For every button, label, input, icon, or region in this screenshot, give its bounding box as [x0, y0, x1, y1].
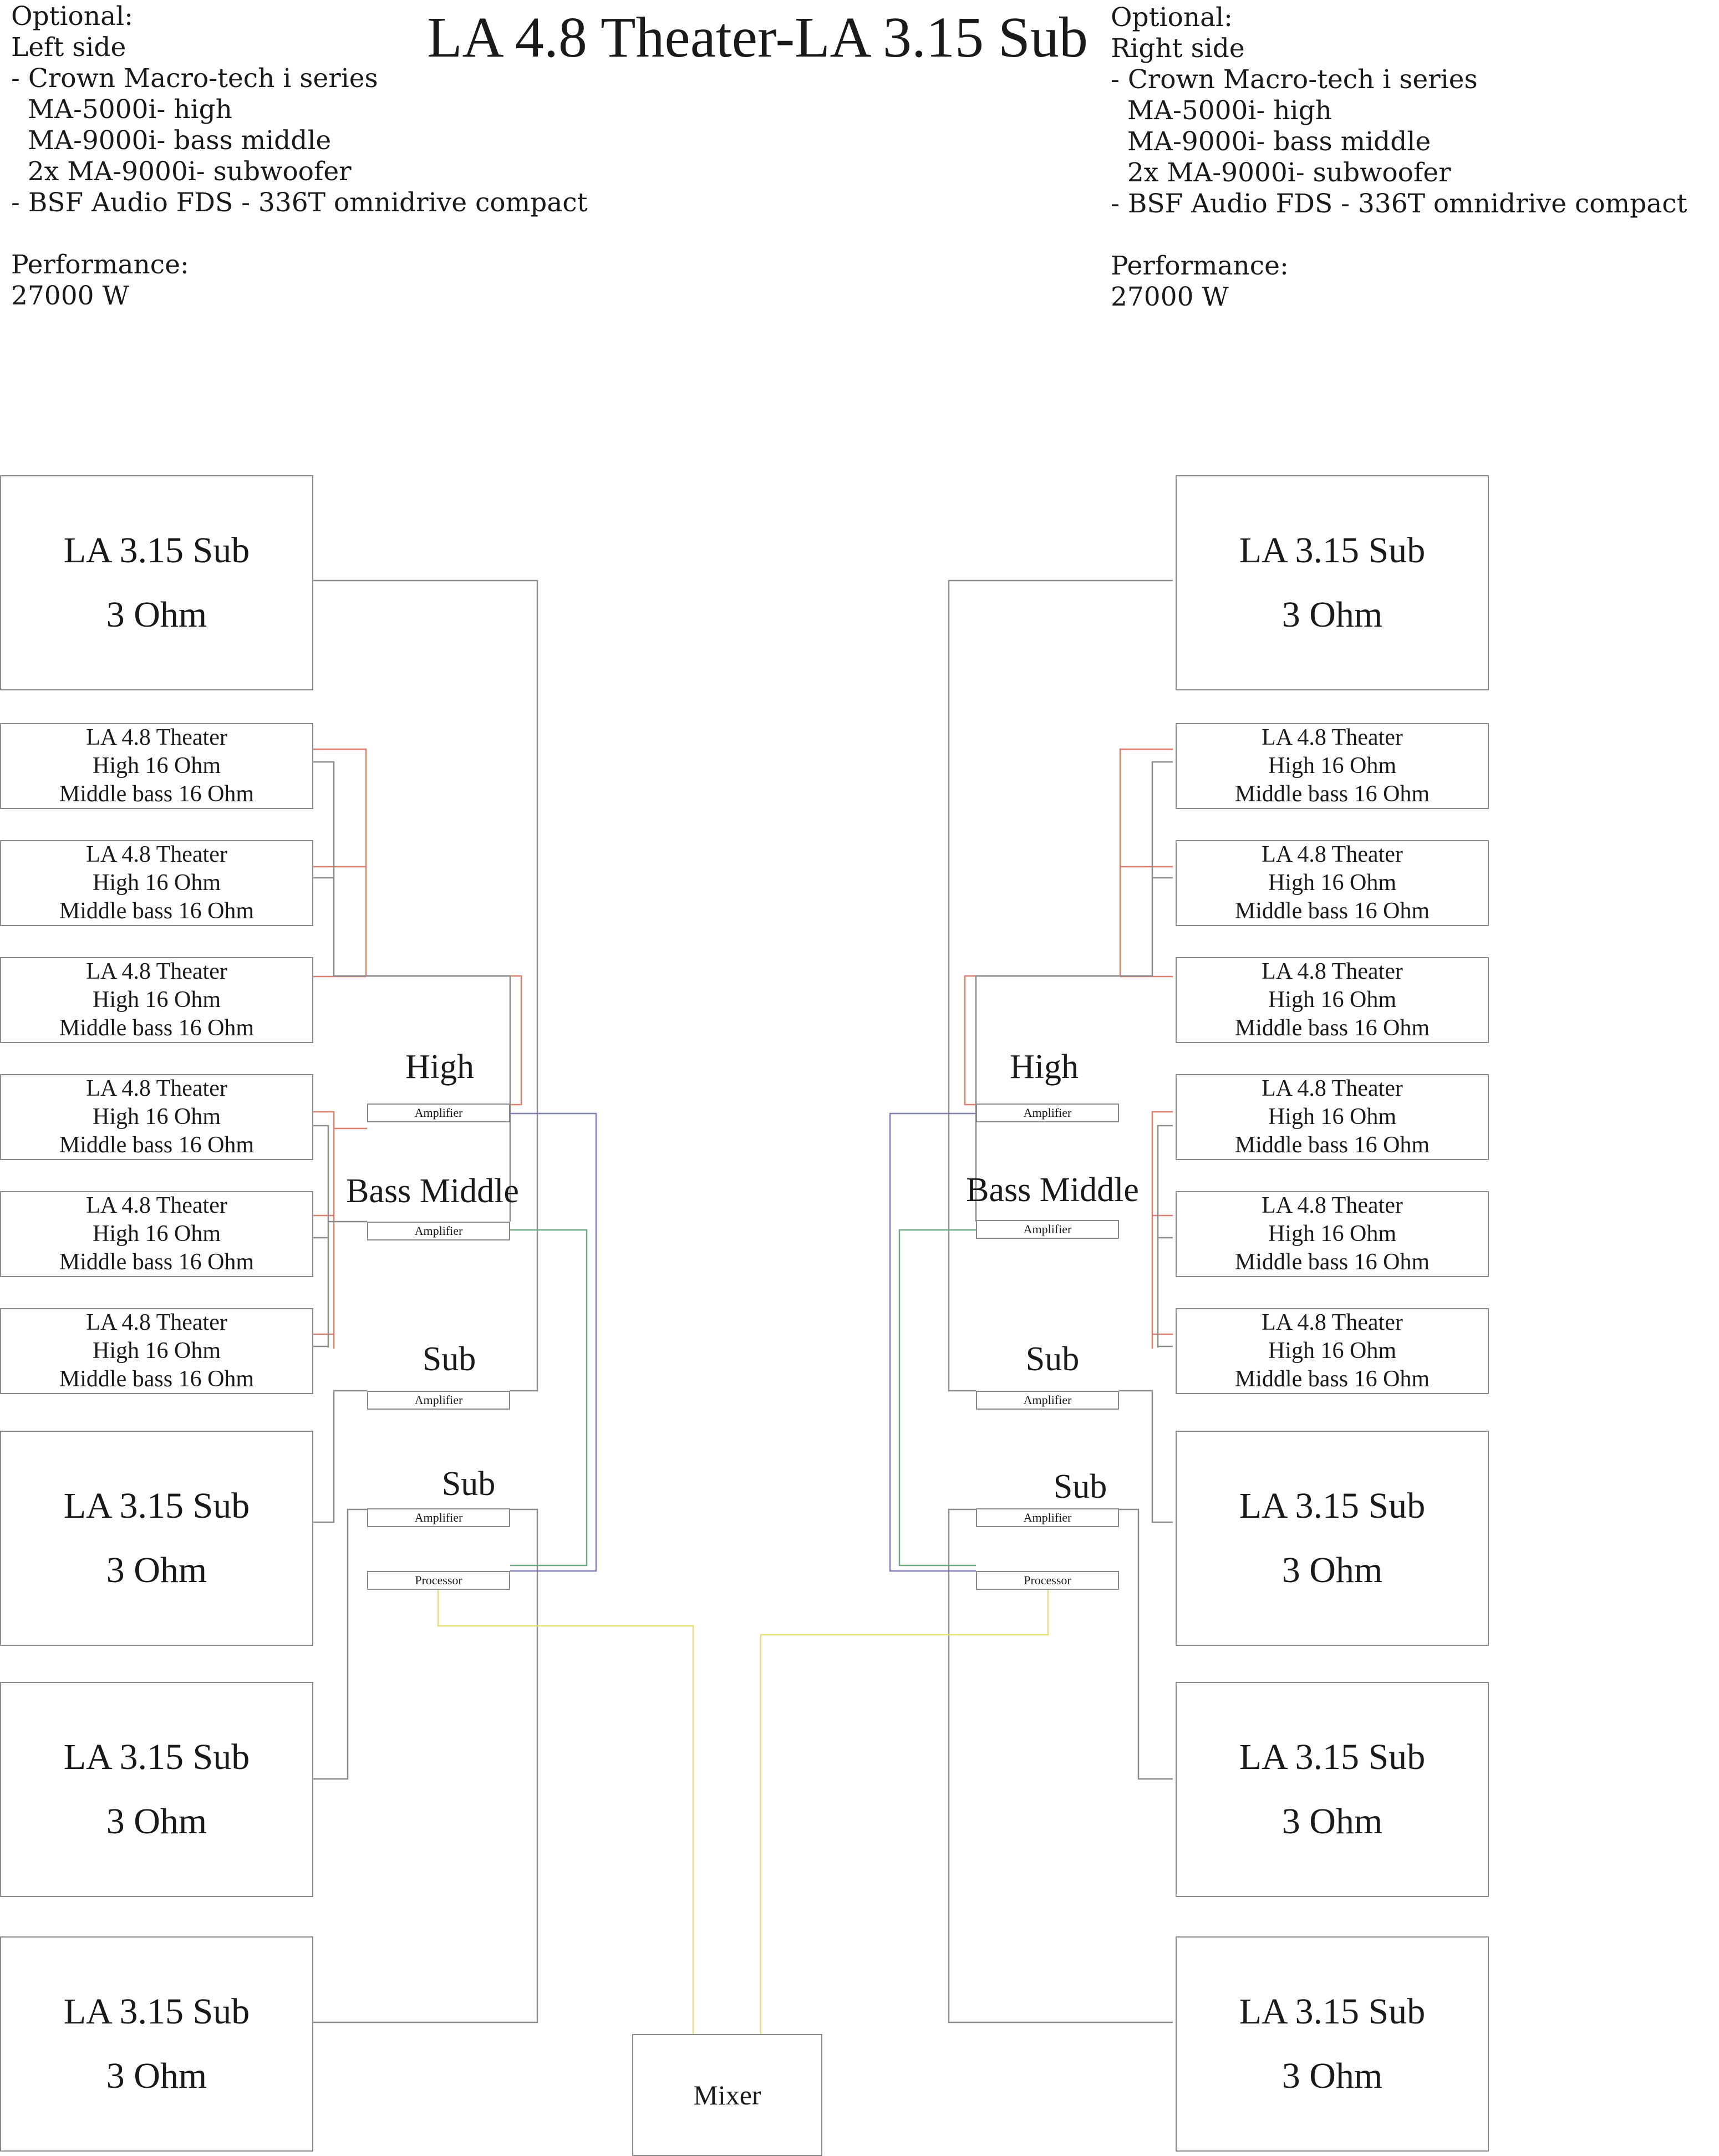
satellite-name: LA 4.8 Theater: [86, 959, 227, 984]
left-sub-speaker-4: [0, 1936, 313, 2152]
speaker-impedance: 3 Ohm: [1281, 2056, 1383, 2096]
wire-left-bass-d: [313, 1126, 328, 1347]
satellite-high: High 16 Ohm: [1268, 753, 1396, 779]
right-bass-middle-label: Bass Middle: [966, 1171, 1139, 1209]
speaker-name: LA 3.15 Sub: [63, 1991, 250, 2032]
speaker-name: LA 3.15 Sub: [1239, 1991, 1426, 2032]
left-sub-label-2: Sub: [441, 1465, 496, 1503]
left-sub-speaker-3: [0, 1682, 313, 1897]
note-line: 27000 W: [1111, 282, 1229, 312]
satellite-middle: Middle bass 16 Ohm: [1234, 1132, 1430, 1158]
left-bass-middle-label: Bass Middle: [346, 1172, 519, 1210]
satellite-high: High 16 Ohm: [93, 753, 221, 779]
satellite-middle: Middle bass 16 Ohm: [59, 1015, 255, 1041]
note-line: Optional:: [1111, 2, 1233, 33]
speaker-name: LA 3.15 Sub: [1239, 1737, 1426, 1777]
right-sub-amplifier-1: Amplifier: [976, 1391, 1119, 1410]
right-satellite-4: [1176, 1074, 1489, 1160]
note-line: 2x MA-9000i- subwoofer: [1111, 157, 1451, 188]
satellite-name: LA 4.8 Theater: [1262, 842, 1403, 867]
left-sub-speaker-1: [0, 475, 313, 690]
wire-right-sub-4: [1119, 1391, 1173, 1522]
right-sub-speaker-2: [1176, 1431, 1489, 1646]
note-line: - BSF Audio FDS - 336T omnidrive compact: [1111, 189, 1687, 219]
wire-left-bass-a: [313, 762, 334, 976]
speaker-impedance: 3 Ohm: [1281, 594, 1383, 635]
mixer-label: Mixer: [693, 2079, 761, 2111]
satellite-middle: Middle bass 16 Ohm: [1234, 1366, 1430, 1392]
note-line: Right side: [1111, 33, 1245, 64]
left-satellite-1: [0, 723, 313, 809]
wire-right-high-d: [1152, 1112, 1173, 1349]
note-line: MA-9000i- bass middle: [1111, 126, 1431, 157]
right-sub-speaker-4: [1176, 1936, 1489, 2152]
speaker-name: LA 3.15 Sub: [1239, 530, 1426, 571]
satellite-name: LA 4.8 Theater: [1262, 1193, 1403, 1218]
satellite-middle: Middle bass 16 Ohm: [59, 1132, 255, 1158]
satellite-middle: Middle bass 16 Ohm: [59, 1366, 255, 1392]
mixer: [632, 2034, 822, 2156]
speaker-name: LA 3.15 Sub: [63, 1486, 250, 1526]
satellite-middle: Middle bass 16 Ohm: [1234, 898, 1430, 924]
satellite-name: LA 4.8 Theater: [86, 725, 227, 750]
wire-left-sub-4: [313, 1391, 367, 1522]
right-sub-label-1: Sub: [1025, 1340, 1080, 1378]
satellite-high: High 16 Ohm: [1268, 987, 1396, 1013]
left-satellite-4: [0, 1074, 313, 1160]
wire-left-mixer: [438, 1577, 693, 2034]
right-sub-speaker-1: [1176, 475, 1489, 690]
satellite-middle: Middle bass 16 Ohm: [59, 898, 255, 924]
note-line: MA-5000i- high: [11, 94, 232, 125]
satellite-high: High 16 Ohm: [93, 870, 221, 896]
right-sub-amplifier-2: Amplifier: [976, 1508, 1119, 1527]
note-line: MA-5000i- high: [1111, 95, 1332, 126]
note-line: Performance:: [1111, 251, 1289, 281]
satellite-high: High 16 Ohm: [93, 1104, 221, 1130]
diagram-title: LA 4.8 Theater-LA 3.15 Sub: [427, 6, 1088, 69]
left-high-label: High: [405, 1048, 474, 1086]
satellite-name: LA 4.8 Theater: [1262, 1310, 1403, 1335]
note-line: Performance:: [11, 250, 189, 280]
speaker-impedance: 3 Ohm: [106, 1550, 207, 1590]
left-satellite-2: [0, 840, 313, 926]
left-processor: Processor: [367, 1571, 510, 1590]
note-line: Optional:: [11, 1, 133, 32]
speaker-impedance: 3 Ohm: [106, 2056, 207, 2096]
left-satellite-3: [0, 957, 313, 1043]
wire-right-proc-high: [890, 1113, 976, 1571]
wire-right-proc-bass: [899, 1230, 976, 1565]
satellite-name: LA 4.8 Theater: [86, 1193, 227, 1218]
wire-left-high-d: [313, 1112, 334, 1349]
wire-right-bass-a: [1152, 762, 1173, 976]
satellite-name: LA 4.8 Theater: [1262, 1076, 1403, 1101]
wire-left-proc-high: [510, 1113, 596, 1571]
speaker-name: LA 3.15 Sub: [1239, 1486, 1426, 1526]
left-sub-amplifier-2: Amplifier: [367, 1508, 510, 1527]
right-satellite-1: [1176, 723, 1489, 809]
right-satellite-3: [1176, 957, 1489, 1043]
right-processor: Processor: [976, 1571, 1119, 1590]
satellite-name: LA 4.8 Theater: [86, 1076, 227, 1101]
right-satellite-6: [1176, 1308, 1489, 1394]
right-sub-label-2: Sub: [1053, 1468, 1107, 1506]
satellite-name: LA 4.8 Theater: [86, 842, 227, 867]
speaker-impedance: 3 Ohm: [106, 1801, 207, 1842]
satellite-high: High 16 Ohm: [93, 1221, 221, 1247]
speaker-impedance: 3 Ohm: [1281, 1801, 1383, 1842]
satellite-high: High 16 Ohm: [93, 987, 221, 1013]
left-satellite-5: [0, 1191, 313, 1277]
satellite-high: High 16 Ohm: [1268, 1104, 1396, 1130]
right-high-amplifier: Amplifier: [976, 1104, 1119, 1122]
left-sub-amplifier-1: Amplifier: [367, 1391, 510, 1410]
speaker-name: LA 3.15 Sub: [63, 1737, 250, 1777]
wire-left-top-sub: [313, 581, 537, 1391]
note-line: 27000 W: [11, 281, 129, 311]
speaker-impedance: 3 Ohm: [1281, 1550, 1383, 1590]
right-bass-middle-amplifier: Amplifier: [976, 1220, 1119, 1239]
satellite-name: LA 4.8 Theater: [1262, 959, 1403, 984]
wire-left-sub-5: [313, 1509, 367, 1779]
left-bass-middle-amplifier: Amplifier: [367, 1222, 510, 1240]
satellite-middle: Middle bass 16 Ohm: [1234, 1015, 1430, 1041]
left-sub-label-1: Sub: [422, 1340, 476, 1378]
wire-right-sub-5: [1119, 1509, 1173, 1779]
right-satellite-5: [1176, 1191, 1489, 1277]
left-satellite-6: [0, 1308, 313, 1394]
note-line: MA-9000i- bass middle: [11, 125, 332, 156]
satellite-middle: Middle bass 16 Ohm: [59, 781, 255, 807]
right-sub-speaker-3: [1176, 1682, 1489, 1897]
wire-right-bass-d: [1158, 1126, 1173, 1347]
right-satellite-2: [1176, 840, 1489, 926]
speaker-name: LA 3.15 Sub: [63, 530, 250, 571]
satellite-high: High 16 Ohm: [1268, 1221, 1396, 1247]
speaker-impedance: 3 Ohm: [106, 594, 207, 635]
satellite-name: LA 4.8 Theater: [1262, 725, 1403, 750]
note-line: - Crown Macro-tech i series: [1111, 64, 1478, 95]
note-line: - Crown Macro-tech i series: [11, 63, 378, 94]
wire-right-top-sub: [949, 581, 1173, 1391]
wire-left-proc-bass: [510, 1230, 587, 1565]
left-high-amplifier: Amplifier: [367, 1104, 510, 1122]
satellite-middle: Middle bass 16 Ohm: [59, 1249, 255, 1275]
right-high-label: High: [1010, 1048, 1079, 1086]
note-line: - BSF Audio FDS - 336T omnidrive compact: [11, 187, 588, 218]
wire-right-mixer: [761, 1577, 1048, 2034]
satellite-high: High 16 Ohm: [1268, 870, 1396, 896]
satellite-middle: Middle bass 16 Ohm: [1234, 1249, 1430, 1275]
note-line: Left side: [11, 32, 126, 63]
satellite-high: High 16 Ohm: [93, 1338, 221, 1364]
satellite-high: High 16 Ohm: [1268, 1338, 1396, 1364]
left-sub-speaker-2: [0, 1431, 313, 1646]
satellite-middle: Middle bass 16 Ohm: [1234, 781, 1430, 807]
note-line: 2x MA-9000i- subwoofer: [11, 156, 352, 187]
satellite-name: LA 4.8 Theater: [86, 1310, 227, 1335]
